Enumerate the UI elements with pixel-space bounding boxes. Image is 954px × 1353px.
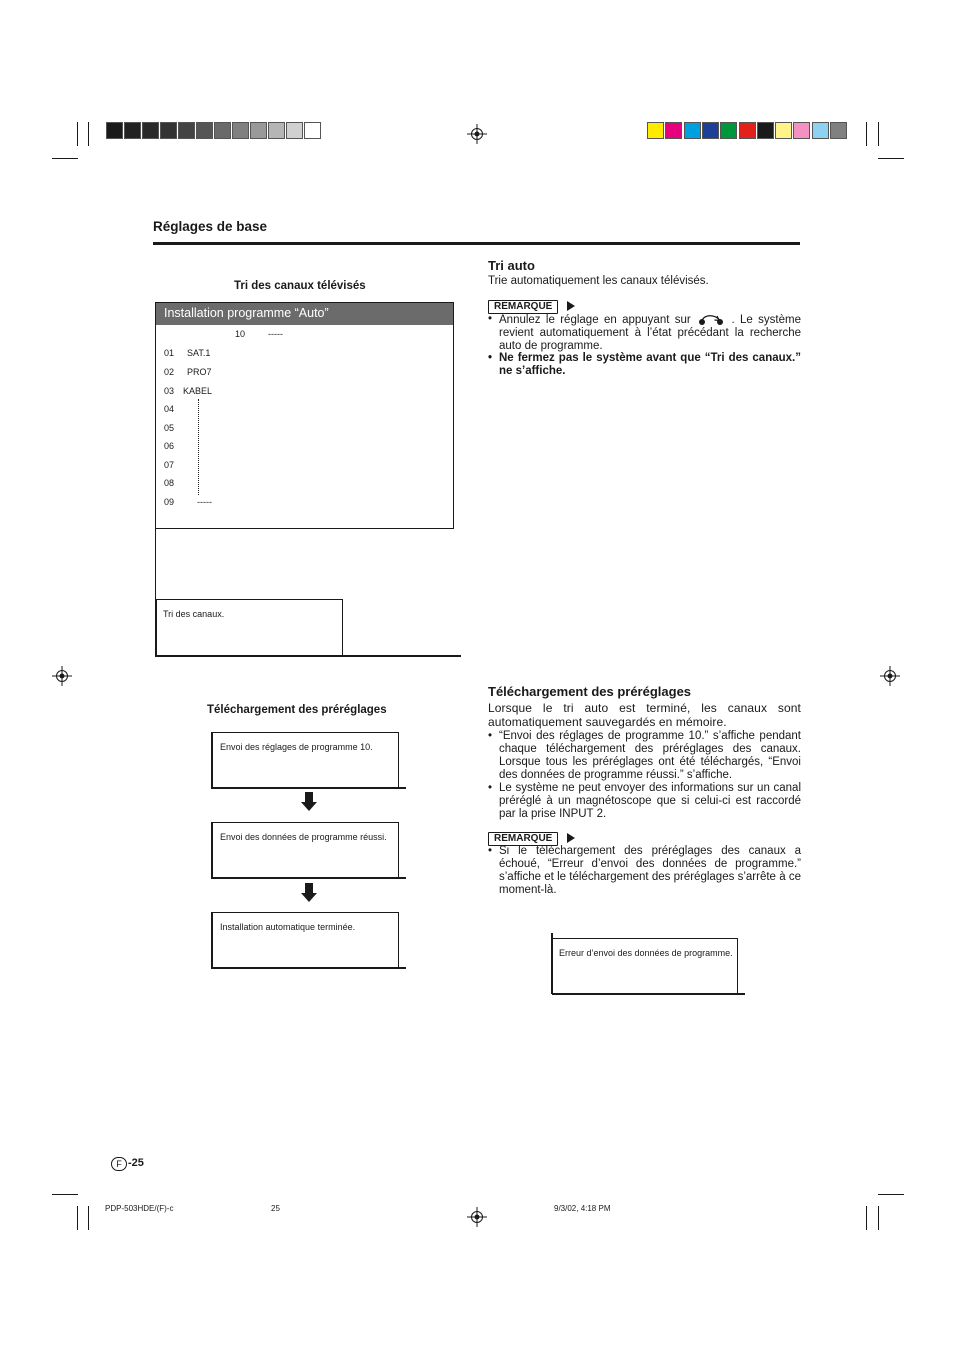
channel-sort-caption: Tri des canaux télévisés xyxy=(234,280,366,292)
calibration-swatch xyxy=(793,122,810,139)
step-box-left xyxy=(211,912,213,969)
channel-row: 10 xyxy=(235,329,246,339)
channel-name: PRO7 xyxy=(187,367,212,377)
step-box xyxy=(212,732,399,788)
bullet-text: Ne fermez pas le système avant que “Tri des canaux.” ne s’affiche. xyxy=(499,352,801,377)
calibration-swatch xyxy=(124,122,141,139)
calibration-swatch xyxy=(196,122,213,139)
step-text: Envoi des données de programme réussi. xyxy=(220,832,387,842)
calibration-swatch xyxy=(250,122,267,139)
down-arrow-icon xyxy=(300,792,318,812)
list-item xyxy=(488,730,801,782)
calibration-swatch xyxy=(665,122,682,139)
remark-label: REMARQUE xyxy=(488,300,558,314)
calibration-swatch xyxy=(757,122,774,139)
calibration-swatch xyxy=(830,122,847,139)
status-text: Tri des canaux. xyxy=(163,609,225,619)
calibration-swatch xyxy=(268,122,285,139)
channel-row: 05 xyxy=(164,423,175,433)
bullet-text: Annulez le réglage en appuyant sur xyxy=(499,314,691,326)
step-box-shadow xyxy=(212,967,406,969)
calibration-swatch xyxy=(739,122,756,139)
step-text: Envoi des réglages de programme 10. xyxy=(220,742,373,752)
download-title: Téléchargement des préréglages xyxy=(488,684,692,699)
page-number: -25 xyxy=(128,1157,144,1169)
channel-row: 07 xyxy=(164,460,175,470)
calibration-swatch xyxy=(160,122,177,139)
bullet: • xyxy=(488,845,493,857)
calibration-swatch xyxy=(304,122,321,139)
calibration-swatch xyxy=(214,122,231,139)
registration-mark-top-icon xyxy=(467,124,487,144)
bullet-text: . Le système revient automatiquement à l’état précédant la recherche auto de programme. xyxy=(499,314,801,352)
calibration-swatch xyxy=(647,122,664,139)
channel-name: KABEL xyxy=(183,386,213,396)
channel-row: 03 xyxy=(164,386,175,396)
list-item xyxy=(488,313,801,353)
calibration-swatch xyxy=(286,122,303,139)
error-box xyxy=(552,938,738,994)
bullet-text: Si le téléchargement des préréglages des canaux a échoué, “Erreur d’envoi des données de programme.” s’affiche et le téléchargement des préréglages s’arrête à ce moment-là. xyxy=(499,845,801,896)
tri-auto-title: Tri auto xyxy=(488,258,535,273)
channel-name: ----- xyxy=(268,329,283,339)
channel-row: 04 xyxy=(164,404,175,414)
section-rule xyxy=(153,242,800,245)
list-item xyxy=(488,782,801,822)
file-name: PDP-503HDE/(F)-c xyxy=(105,1204,174,1213)
channel-row: 01 xyxy=(164,348,175,358)
remark-arrow-icon xyxy=(567,301,575,311)
step-box xyxy=(212,912,399,968)
list-item xyxy=(488,352,801,380)
list-item xyxy=(488,845,801,899)
channel-row: 06 xyxy=(164,441,175,451)
download-intro: Lorsque le tri auto est terminé, les canaux sont automatiquement sauvegardés en mémoire. xyxy=(488,701,801,729)
calibration-swatch xyxy=(702,122,719,139)
remark-arrow-icon xyxy=(567,833,575,843)
error-text: Erreur d’envoi des données de programme. xyxy=(559,948,733,958)
sheet-number: 25 xyxy=(271,1204,280,1213)
registration-mark-left-icon xyxy=(52,666,72,686)
calibration-swatch xyxy=(178,122,195,139)
color-calibration-bar xyxy=(647,122,847,140)
error-box-left xyxy=(551,933,553,994)
auto-install-screen xyxy=(155,302,454,529)
grayscale-calibration-bar xyxy=(106,122,306,140)
bullet: • xyxy=(488,782,493,794)
step-box xyxy=(212,822,399,878)
channel-row: 09 xyxy=(164,497,175,507)
step-text: Installation automatique terminée. xyxy=(220,922,356,932)
progress-dots xyxy=(198,399,200,495)
language-badge: F xyxy=(111,1157,127,1171)
return-button-icon xyxy=(698,313,724,325)
channel-row: 08 xyxy=(164,478,175,488)
calibration-swatch xyxy=(232,122,249,139)
bullet: • xyxy=(488,352,493,364)
calibration-swatch xyxy=(812,122,829,139)
registration-mark-bottom-icon xyxy=(467,1207,487,1227)
step-box-shadow xyxy=(212,877,406,879)
step-box-shadow xyxy=(212,787,406,789)
calibration-swatch xyxy=(142,122,159,139)
calibration-swatch xyxy=(775,122,792,139)
bullet-text: “Envoi des réglages de programme 10.” s’affiche pendant chaque téléchargement des préréglages des canaux. Lorsque tous les préréglages ont été téléchargés, “Envoi des données de programme réussi.” s’affiche. xyxy=(499,730,801,781)
calibration-swatch xyxy=(720,122,737,139)
bullet-text: Le système ne peut envoyer des informations sur un canal préréglé à un magnétoscope que si celui-ci est raccordé par la prise INPUT 2. xyxy=(499,782,801,820)
section-title: Réglages de base xyxy=(153,219,268,234)
step-box-left xyxy=(211,822,213,879)
screen-title: Installation programme “Auto” xyxy=(164,306,329,320)
bullet: • xyxy=(488,730,493,742)
channel-name: SAT.1 xyxy=(187,348,211,358)
down-arrow-icon xyxy=(300,883,318,903)
channel-name: ----- xyxy=(197,497,212,507)
bullet: • xyxy=(488,313,493,325)
print-date: 9/3/02, 4:18 PM xyxy=(554,1204,611,1213)
calibration-swatch xyxy=(684,122,701,139)
channel-row: 02 xyxy=(164,367,175,377)
calibration-swatch xyxy=(106,122,123,139)
step-box-left xyxy=(211,732,213,789)
registration-mark-right-icon xyxy=(880,666,900,686)
error-box-shadow xyxy=(552,993,745,995)
status-box xyxy=(156,599,343,656)
tri-auto-intro: Trie automatiquement les canaux télévisés. xyxy=(488,275,709,287)
download-caption: Téléchargement des préréglages xyxy=(207,704,387,716)
remark-label: REMARQUE xyxy=(488,832,558,846)
